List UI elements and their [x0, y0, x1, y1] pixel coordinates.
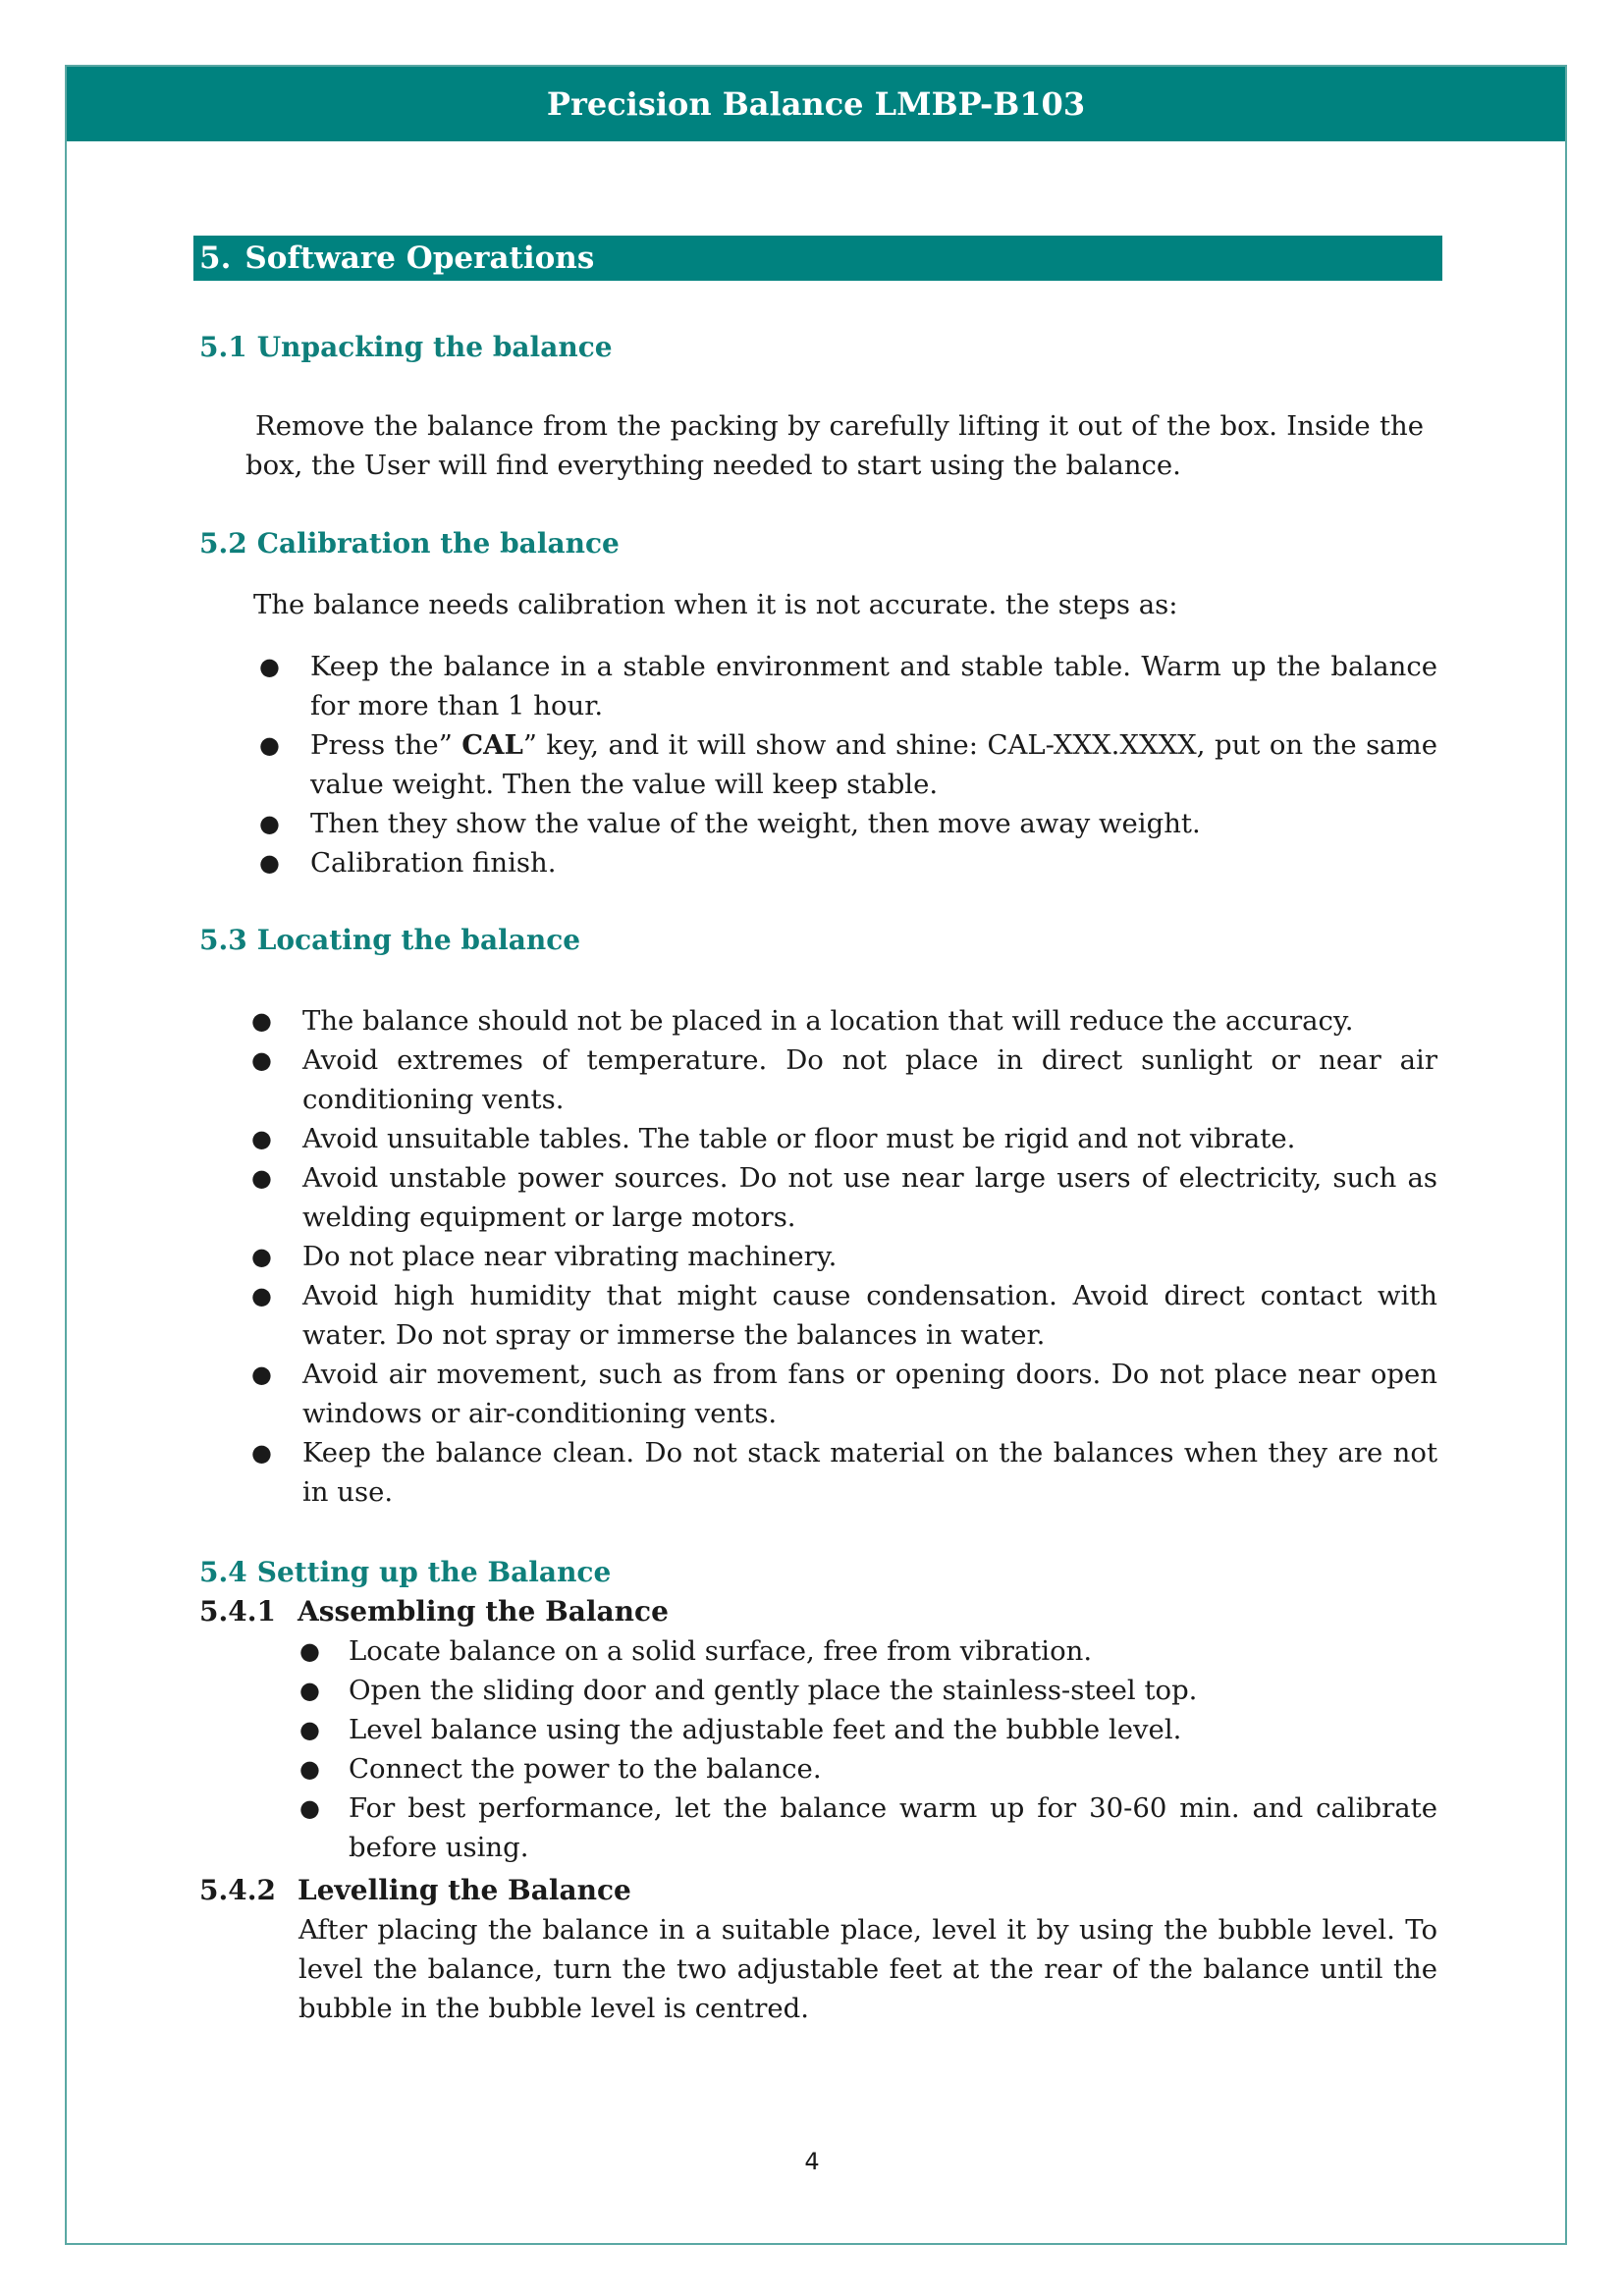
bullet-icon: ● [259, 653, 280, 680]
bullet-icon: ● [259, 810, 280, 837]
bullet-icon: ● [299, 1794, 320, 1822]
subsection-number: 5.4.1 [199, 1595, 276, 1628]
list-item: ● Open the sliding door and gently place the stainless-steel top. [349, 1671, 1437, 1710]
subsection-number: 5.4 [199, 1556, 247, 1588]
bullet-icon: ● [299, 1677, 320, 1704]
subsection-title: Levelling the Balance [298, 1874, 631, 1906]
bullet-icon: ● [251, 1243, 272, 1270]
list-item: ● Then they show the value of the weight, then move away weight. [310, 804, 1437, 843]
calibration-intro: The balance needs calibration when it is not accurate. the steps as: [253, 589, 1178, 620]
list-item: ● Avoid unstable power sources. Do not use near large users of electricity, such as welding equipment or large motors. [302, 1158, 1437, 1237]
bullet-icon: ● [299, 1637, 320, 1665]
subsection-heading-5-1 [199, 328, 613, 367]
bullet-icon: ● [251, 1164, 272, 1192]
assembly-steps-list [299, 1631, 1437, 1867]
levelling-paragraph: After placing the balance in a suitable place, level it by using the bubble level. To level the balance, turn the two adjustable feet at the rear of the balance until the bubble in the bubble level is centred. [298, 1914, 1437, 2024]
bullet-icon: ● [251, 1007, 272, 1035]
list-item: ● The balance should not be placed in a location that will reduce the accuracy. [302, 1001, 1437, 1041]
list-item: ● Level balance using the adjustable feet and the bubble level. [349, 1710, 1437, 1749]
bullet-icon: ● [251, 1046, 272, 1074]
section-title: Software Operations [244, 240, 595, 276]
subsection-number: 5.3 [199, 924, 247, 956]
subsection-heading-5-4-2 [199, 1871, 631, 1910]
section-number: 5. [199, 240, 232, 276]
calibration-steps-list [259, 647, 1438, 882]
list-item: ● Avoid unsuitable tables. The table or floor must be rigid and not vibrate. [302, 1119, 1437, 1158]
subsection-heading-5-4-1 [199, 1592, 669, 1631]
bullet-icon: ● [299, 1755, 320, 1783]
subsection-title: Unpacking the balance [256, 331, 613, 363]
list-item: ● Connect the power to the balance. [349, 1749, 1437, 1789]
subsection-heading-5-2 [199, 524, 620, 563]
bullet-icon: ● [299, 1716, 320, 1743]
list-item: ● Keep the balance clean. Do not stack material on the balances when they are not in use. [302, 1433, 1437, 1512]
list-item: ● Locate balance on a solid surface, free from vibration. [349, 1631, 1437, 1671]
document-title: Precision Balance LMBP-B103 [546, 85, 1086, 123]
subsection-title: Calibration the balance [256, 527, 620, 560]
cal-key-label: CAL [461, 729, 523, 761]
subsection-number: 5.2 [199, 527, 247, 560]
subsection-number: 5.1 [199, 331, 247, 363]
subsection-title: Assembling the Balance [298, 1595, 669, 1628]
location-guidelines-list [251, 1001, 1437, 1512]
unpacking-paragraph: Remove the balance from the packing by carefully lifting it out of the box. Inside the box, the User will find everything needed to start using the balance. [245, 410, 1424, 481]
list-item: ● For best performance, let the balance warm up for 30-60 min. and calibrate before using. [349, 1789, 1437, 1867]
subsection-heading-5-4 [199, 1553, 611, 1592]
subsection-title: Setting up the Balance [256, 1556, 612, 1588]
subsection-heading-5-3 [199, 921, 580, 960]
bullet-icon: ● [259, 731, 280, 759]
list-item: ● Keep the balance in a stable environment and stable table. Warm up the balance for more than 1 hour. [310, 647, 1437, 725]
list-item: ● Do not place near vibrating machinery. [302, 1237, 1437, 1276]
subsection-title: Locating the balance [256, 924, 581, 956]
bullet-icon: ● [251, 1361, 272, 1388]
list-item: ● Avoid air movement, such as from fans or opening doors. Do not place near open windows or air-conditioning vents. [302, 1355, 1437, 1433]
list-item: ● Avoid high humidity that might cause condensation. Avoid direct contact with water. Do not spray or immerse the balances in water. [302, 1276, 1437, 1355]
page-number: 4 [804, 2148, 820, 2175]
bullet-icon: ● [251, 1439, 272, 1467]
list-item: ● Press the” CAL” key, and it will show and shine: CAL-XXX.XXXX, put on the same value weight. Then the value will keep stable. [310, 725, 1437, 804]
bullet-icon: ● [251, 1125, 272, 1152]
bullet-icon: ● [251, 1282, 272, 1309]
list-item: ● Calibration finish. [310, 843, 1437, 882]
bullet-icon: ● [259, 849, 280, 877]
list-item: ● Avoid extremes of temperature. Do not place in direct sunlight or near air conditioning vents. [302, 1041, 1437, 1119]
subsection-number: 5.4.2 [199, 1874, 276, 1906]
